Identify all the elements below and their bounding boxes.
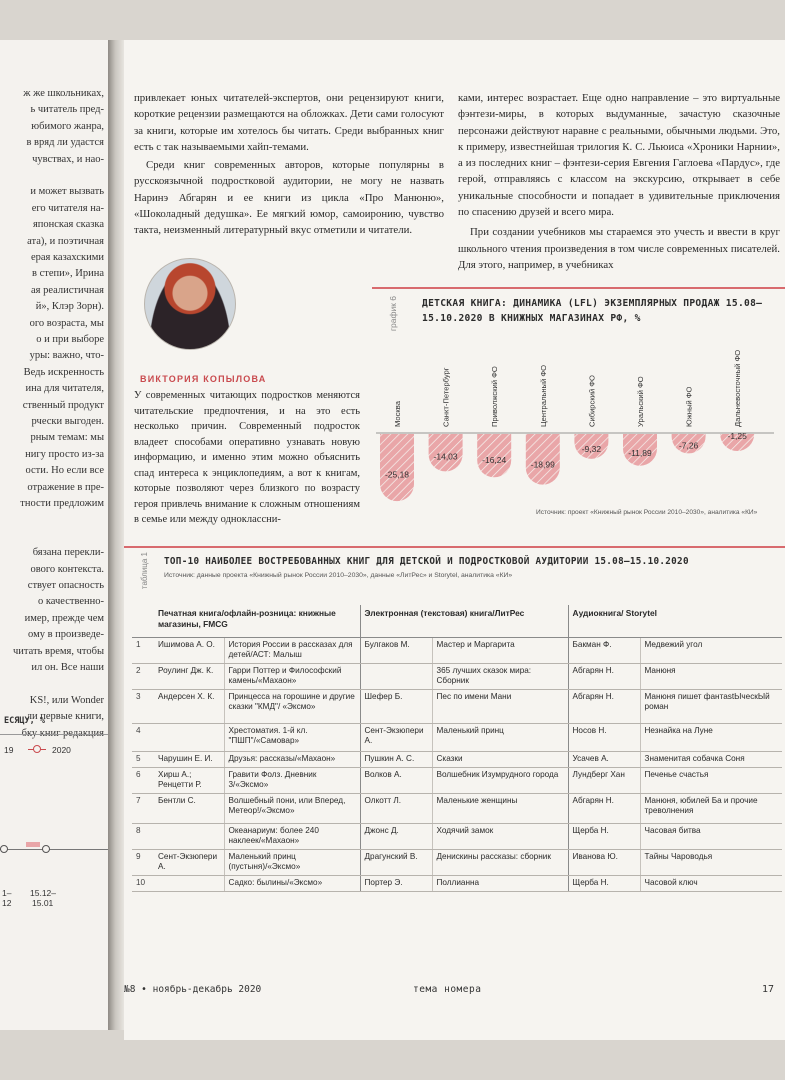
table-cell-et: Ходячий замок — [432, 823, 568, 849]
table-cell-at: Манюня пишет фантаstЫческЫй роман — [640, 689, 782, 723]
table-cell-aa: Носов Н. — [568, 723, 640, 751]
left-text-line: ь читатель пред- — [30, 104, 104, 116]
table-row — [132, 875, 782, 891]
table-cell-pt: Хрестоматия. 1-й кл. "ПШП"/«Самовар» — [224, 723, 360, 751]
left-text-line: ственный продукт — [22, 399, 104, 411]
table-cell-n: 10 — [132, 875, 154, 891]
table-cell-n: 6 — [132, 767, 154, 793]
table-cell-aa: Абгарян Н. — [568, 793, 640, 823]
left-text-line: имер, прежде чем — [24, 612, 104, 624]
left-text-line: ерая казахскими — [30, 252, 104, 263]
table-cell-ea: Олкотт Л. — [360, 793, 432, 823]
table-cell-n: 1 — [132, 637, 154, 663]
left-text-line: в вряд ли удастся — [26, 137, 104, 149]
table-cell-pt: Принцесса на горошине и другие сказки "КМД"/ «Эксмо» — [224, 689, 360, 723]
table-cell-pa: Хирш А.; Ренцетти Р. — [154, 767, 224, 793]
chart-value-label: -7,26 — [678, 440, 699, 451]
article-column-left — [134, 90, 444, 239]
table-cell-pa — [154, 875, 224, 891]
left-text-line: нигу просто из-за — [25, 448, 104, 460]
table-cell-n: 3 — [132, 689, 154, 723]
left-text-line: юбимого жанра, — [31, 120, 104, 132]
chart-source: Источник: проект «Книжный рынок России 2010–2030», аналитика «КИ» — [536, 509, 758, 516]
table-cell-n: 5 — [132, 751, 154, 767]
table-cell-n: 8 — [132, 823, 154, 849]
table-cell-at: Знаменитая собачка Соня — [640, 751, 782, 767]
top-books-table — [132, 605, 782, 892]
table-source: Источник: данные проекта «Книжный рынок России 2010–2030», данные «ЛитРес» и Storytel, аналитика «КИ» — [164, 572, 513, 579]
table-cell-et: 365 лучших сказок мира: Сборник — [432, 663, 568, 689]
left-text-line: рным темам: мы — [30, 432, 104, 444]
table-cell-ea: Драгунский В. — [360, 849, 432, 875]
left-text-line: о и при выборе — [36, 334, 104, 345]
table-cell-ea: Шефер Б. — [360, 689, 432, 723]
table-cell-pt: Гарри Поттер и Философский камень/«Махаон» — [224, 663, 360, 689]
left-text-line: чувствах, и нао- — [32, 153, 104, 165]
header-electronic: Электронная (текстовая) книга/ЛитРес — [360, 605, 568, 637]
legend-2019: 19 — [4, 745, 14, 755]
chart-bar — [380, 434, 414, 501]
table-tag: таблица 1 — [140, 552, 149, 590]
table-cell-et: Маленький принц — [432, 723, 568, 751]
table-cell-pt: Садко: былины/«Эксмо» — [224, 875, 360, 891]
table-row — [132, 637, 782, 663]
table-cell-pa: Чарушин Е. И. — [154, 751, 224, 767]
chart-value-label: -11,89 — [628, 448, 652, 459]
table-cell-aa: Бакман Ф. — [568, 637, 640, 663]
table-cell-et: Денискины рассказы: сборник — [432, 849, 568, 875]
page-number: 17 — [762, 984, 775, 995]
table-cell-pa: Ишимова А. О. — [154, 637, 224, 663]
chart-category-label: Дальневосточный ФО — [733, 349, 743, 427]
left-text-line: в степи», Ирина — [32, 268, 104, 280]
left-text-line: о качественно- — [37, 596, 104, 608]
table-cell-pa: Сент-Экзюпери А. — [154, 849, 224, 875]
left-text-line: бку книг редакция — [21, 727, 104, 739]
left-text-line: его читателя на- — [31, 202, 104, 214]
table-cell-ea: Портер Э. — [360, 875, 432, 891]
header-audio: Аудиокнига/ Storytel — [568, 605, 782, 637]
table-cell-ea — [360, 663, 432, 689]
chart-title: ДЕТСКАЯ КНИГА: ДИНАМИКА (LFL) ЭКЗЕМПЛЯРНЫХ ПРОДАЖ 15.08–15.10.2020 В КНИЖНЫХ МАГАЗИНАХ РФ, % — [422, 298, 763, 324]
left-text-line: ового контекста. — [30, 563, 104, 575]
table-cell-ea: Сент-Экзюпери А. — [360, 723, 432, 751]
table-cell-et: Мастер и Маргарита — [432, 637, 568, 663]
table-cell-et: Волшебник Изумрудного города — [432, 767, 568, 793]
author-portrait — [144, 258, 236, 350]
table-cell-at: Тайны Чароводья — [640, 849, 782, 875]
left-text-line: ил он. Все наши — [31, 662, 104, 673]
table-cell-at: Манюня — [640, 663, 782, 689]
chart-category-label: Центральный ФО — [538, 364, 548, 427]
table-cell-at: Печенье счастья — [640, 767, 782, 793]
chart-value-label: -16,24 — [482, 454, 507, 465]
left-text-line: ости. Но если все — [25, 465, 104, 477]
left-text-line: уры: важно, что- — [29, 350, 104, 362]
table-row — [132, 689, 782, 723]
table-cell-aa: Усачев А. — [568, 751, 640, 767]
left-text-line: ина для читателя, — [25, 383, 104, 395]
left-tick-a1: 1– — [2, 888, 12, 898]
table-cell-ea: Пушкин А. С. — [360, 751, 432, 767]
table-cell-at: Незнайка на Луне — [640, 723, 782, 751]
table-cell-aa: Щерба Н. — [568, 823, 640, 849]
table-row — [132, 793, 782, 823]
table-cell-pa: Бентли С. — [154, 793, 224, 823]
table-row — [132, 723, 782, 751]
issue-label: №8 • ноябрь-декабрь 2020 — [124, 984, 262, 995]
paragraph: Среди книг современных авторов, которые популярны в русскоязычной подростковой аудитории, не могу не назвать Наринэ Абгарян и ее книги из цикла «Про Манюню», «Шоколадный дедушка». Ее мягкий юмор, самоиронию, чувство такта, неизменный литературный вкус отметили и читатели. — [134, 159, 444, 237]
table-cell-ea: Булгаков М. — [360, 637, 432, 663]
left-text-line: рчески выгоден. — [31, 416, 104, 427]
chart-value-label: -14,03 — [433, 451, 458, 462]
author-quote — [134, 388, 360, 528]
left-tick-a2: 12 — [2, 898, 12, 908]
table-cell-pt: История России в рассказах для детей/АСТ: Малыш — [224, 637, 360, 663]
chart-value-label: -1,25 — [727, 431, 747, 441]
table-cell-aa: Абгарян Н. — [568, 689, 640, 723]
left-text-line: KS!, или Wonder — [29, 694, 104, 706]
chart-category-label: Сибирский ФО — [587, 375, 597, 427]
table-cell-ea: Волков А. — [360, 767, 432, 793]
table-divider — [124, 546, 785, 548]
left-text-line: читать время, чтобы — [13, 645, 104, 657]
table-cell-pa: Роулинг Дж. К. — [154, 663, 224, 689]
table-cell-aa: Иванова Ю. — [568, 849, 640, 875]
sales-dynamics-bar-chart — [376, 338, 776, 508]
table-row — [132, 751, 782, 767]
left-text-line: и может вызвать — [30, 186, 104, 198]
table-cell-at: Часовая битва — [640, 823, 782, 849]
table-cell-pa: Андерсен Х. К. — [154, 689, 224, 723]
table-cell-n: 2 — [132, 663, 154, 689]
left-text-line: ж же школьниках, — [23, 88, 104, 99]
table-cell-ea: Джонс Д. — [360, 823, 432, 849]
table-cell-aa: Лундберг Хан — [568, 767, 640, 793]
table-cell-pa — [154, 823, 224, 849]
paragraph: ками, интерес возрастает. Еще одно направление – это виртуальные фэнтези-миры, в которых выдуманные, зачастую сказочные персонажи действуют наравне с реальными, обычными людьми. Это, к примеру, известнейшая трилогия К. С. Льюиса «Хроники Нарнии», а из последних книг – фэнтези-серия Евгения Гаглоева «Пардус», где герой, отправляясь с классом на экскурсию, открывает в себе уникальные способности и попадает в удивительные приключения по спасению друзей и всего мира. — [458, 92, 780, 219]
table-cell-n: 4 — [132, 723, 154, 751]
table-cell-et: Маленькие женщины — [432, 793, 568, 823]
left-text-line: отражение в пре- — [27, 481, 104, 493]
left-text-line: ата), и поэтичная — [27, 235, 104, 247]
quote-text: У современных читающих подростков меняются читательские предпочтения, и на это есть несколько причин. Современный подросток владеет способами оперативно узнавать новую информацию, и именно этим можно объяснить спад интереса к энциклопедиям, а вот к книгам, которые позволяют через близкого по возрасту героя привлечь внимание к сложным отношениям в семье или между одноклассни- — [134, 390, 360, 525]
table-cell-et: Пес по имени Мани — [432, 689, 568, 723]
table-cell-pt: Волшебный пони, или Вперед, Метеор!/«Эксмо» — [224, 793, 360, 823]
chart-value-label: -9,32 — [581, 443, 602, 454]
header-print: Печатная книга/офлайн-розница: книжные магазины, FMCG — [154, 605, 360, 637]
table-cell-et: Поллианна — [432, 875, 568, 891]
left-tick-b1: 15.12– — [30, 888, 56, 898]
table-cell-pt: Маленький принц (пустыня)/«Эксмо» — [224, 849, 360, 875]
chart-value-label: -18,99 — [530, 459, 555, 470]
chart-category-label: Уральский ФО — [636, 376, 645, 427]
author-byline: ВИКТОРИЯ КОПЫЛОВА — [140, 374, 267, 384]
left-text-line: тности предложим — [20, 498, 104, 509]
table-cell-n: 7 — [132, 793, 154, 823]
chart-divider — [372, 287, 785, 289]
left-text-line: Ведь искренность — [23, 366, 104, 378]
table-cell-et: Сказки — [432, 751, 568, 767]
table-cell-aa: Щерба Н. — [568, 875, 640, 891]
chart-category-label: Приволжский ФО — [490, 366, 500, 427]
left-facing-page — [0, 40, 112, 1030]
paragraph: При создании учебников мы стараемся это учесть и ввести в круг школьного чтения произведения в том числе современных писателей. Для этого, например, в учебниках — [458, 226, 780, 271]
chart-category-label: Москва — [393, 401, 402, 427]
table-cell-pa — [154, 723, 224, 751]
left-text-line: ли первые книги, — [26, 711, 104, 723]
left-text-line: ствует опасность — [27, 580, 104, 591]
chart-value-label: -25,18 — [384, 469, 410, 480]
article-column-right — [458, 90, 780, 273]
left-text-line: й», Клэр Зорн). — [35, 301, 104, 313]
left-text-line: японская сказка — [32, 219, 104, 231]
left-text-line: ому в произведе- — [28, 629, 104, 641]
table-row — [132, 823, 782, 849]
table-cell-pt: Гравити Фолз. Дневник 3/«Эксмо» — [224, 767, 360, 793]
left-tick-b2: 15.01 — [32, 898, 54, 908]
table-row — [132, 849, 782, 875]
table-cell-at: Медвежий угол — [640, 637, 782, 663]
left-chart-title: ЕСЯЦУ, % — [4, 716, 45, 726]
left-text-line: бязана перекли- — [32, 547, 104, 559]
table-cell-pt: Друзья: рассказы/«Махаон» — [224, 751, 360, 767]
table-row — [132, 663, 782, 689]
left-text-line: ая реалистичная — [30, 284, 104, 296]
magazine-page — [124, 40, 785, 1040]
table-row — [132, 767, 782, 793]
left-text-line: ого возраста, мы — [29, 317, 104, 329]
table-cell-at: Манюня, юбилей Ба и прочие треволнения — [640, 793, 782, 823]
table-title: ТОП-10 НАИБОЛЕЕ ВОСТРЕБОВАННЫХ КНИГ ДЛЯ ДЕТСКОЙ И ПОДРОСТКОВОЙ АУДИТОРИИ 15.08–15.10.2020 — [164, 556, 689, 567]
table-cell-n: 9 — [132, 849, 154, 875]
chart-category-label: Южный ФО — [684, 386, 694, 427]
table-cell-at: Часовой ключ — [640, 875, 782, 891]
paragraph: привлекает юных читателей-экспертов, они рецензируют книги, короткие рецензии размещаются на обложках. Дети сами голосуют за книги, которые им хотелось бы читать. Среди выбранных книг есть с так называемыми хайп-темами. — [134, 92, 444, 153]
legend-2020: 2020 — [52, 745, 71, 755]
table-cell-aa: Абгарян Н. — [568, 663, 640, 689]
chart-category-label: Санкт-Петербург — [441, 367, 451, 427]
table-cell-pt: Океанариум: более 240 наклеек/«Махаон» — [224, 823, 360, 849]
chart-tag: график 6 — [388, 296, 398, 332]
section-label: тема номера — [413, 984, 482, 995]
